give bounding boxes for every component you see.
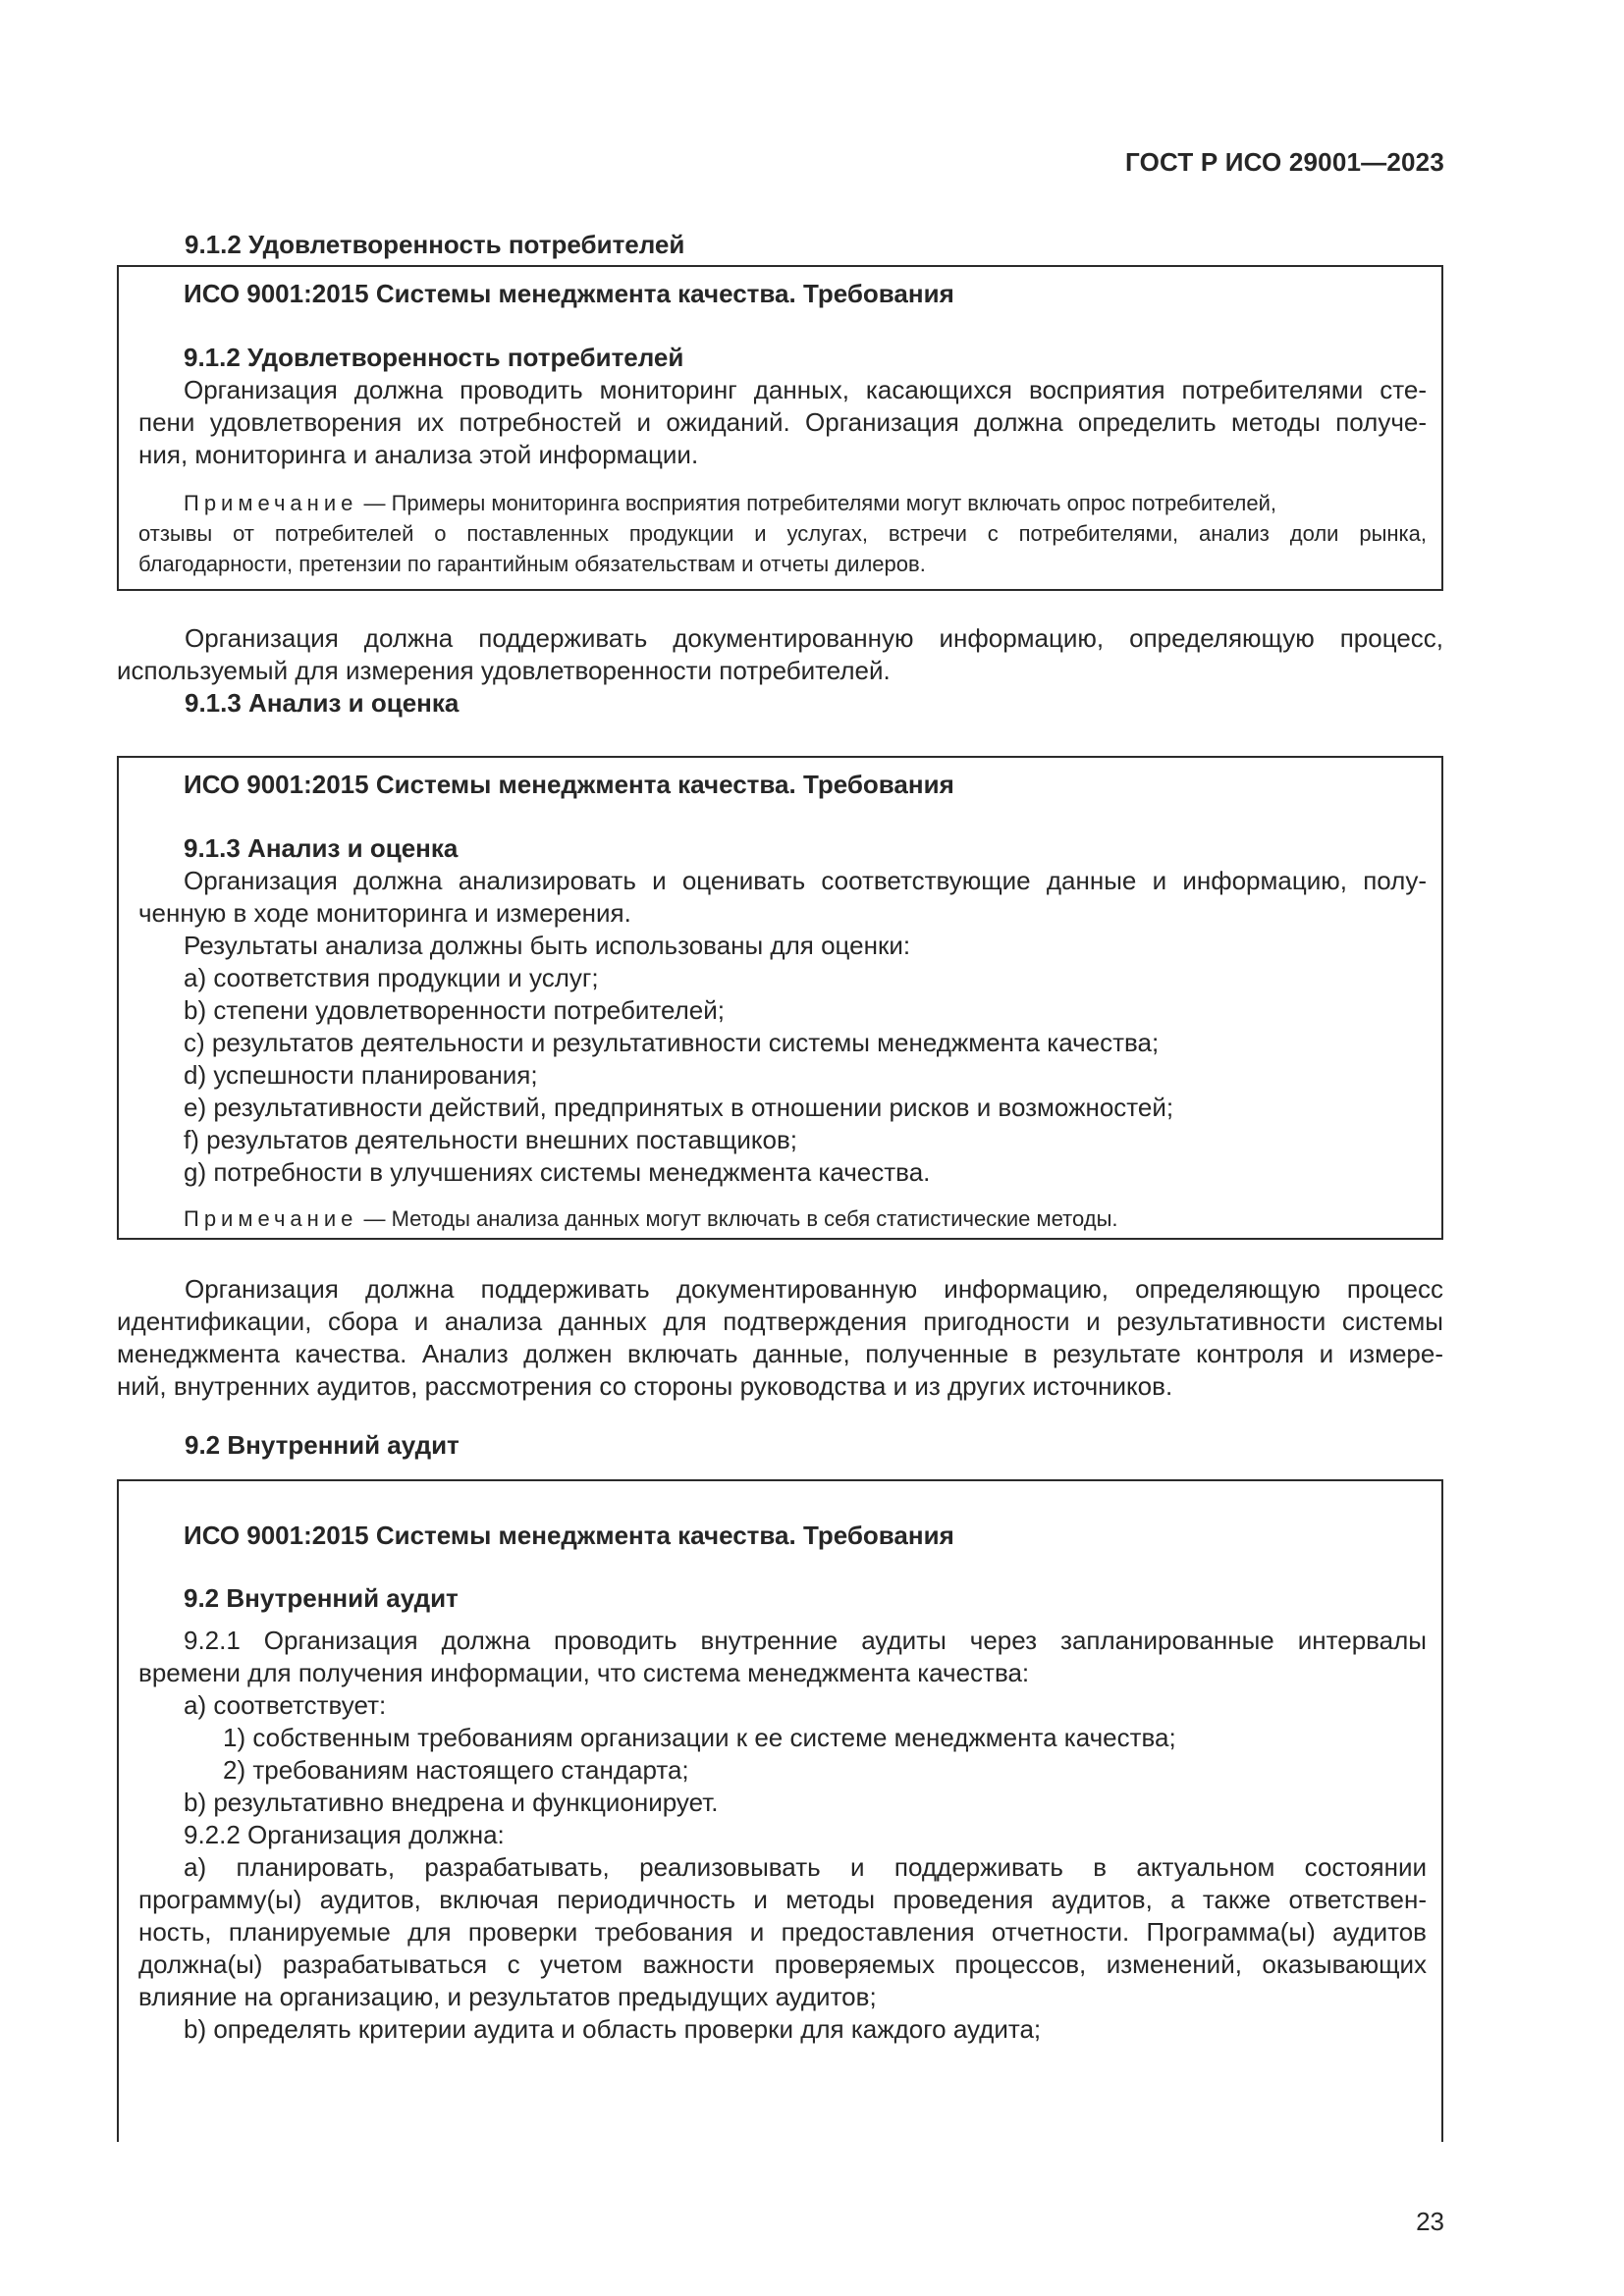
note-text: — Примеры мониторинга восприятия потребителями могут включать опрос потребителей,: [357, 491, 1276, 515]
sub-list-item: 2) требованиям настоящего стандарта;: [223, 1755, 689, 1785]
note-text: — Методы анализа данных могут включать в себя статистические методы.: [357, 1206, 1118, 1231]
box-line: программу(ы) аудитов, включая периодичность и методы проведения аудитов, а также ответствен-: [138, 1885, 1427, 1914]
box-heading: 9.1.2 Удовлетворенность потребителей: [184, 343, 684, 372]
box-line: Организация должна анализировать и оценивать соответствующие данные и информацию, полу-: [184, 866, 1427, 895]
box-line: ченную в ходе мониторинга и измерения.: [138, 898, 631, 928]
sub-list-item: 1) собственным требованиям организации к ее системе менеджмента качества;: [223, 1723, 1176, 1752]
box-title: ИСО 9001:2015 Системы менеджмента качества. Требования: [184, 770, 954, 799]
body-paragraph-line: Организация должна поддерживать документированную информацию, определяющую процесс,: [185, 623, 1443, 653]
list-item: a) соответствует:: [184, 1690, 387, 1720]
body-paragraph-line: используемый для измерения удовлетворенности потребителей.: [117, 656, 891, 685]
list-item: g) потребности в улучшениях системы менеджмента качества.: [184, 1157, 931, 1187]
list-item: b) степени удовлетворенности потребителей;: [184, 995, 725, 1025]
box-title: ИСО 9001:2015 Системы менеджмента качества. Требования: [184, 279, 954, 308]
list-item: b) результативно внедрена и функционирует.: [184, 1788, 719, 1817]
box-title: ИСО 9001:2015 Системы менеджмента качества. Требования: [184, 1521, 954, 1550]
note-line: [184, 1204, 1118, 1234]
box-line: времени для получения информации, что система менеджмента качества:: [138, 1658, 1030, 1687]
section-heading-9-1-3: 9.1.3 Анализ и оценка: [185, 688, 460, 718]
note-line: [184, 489, 1427, 518]
list-item: e) результативности действий, предпринятых в отношении рисков и возможностей;: [184, 1093, 1174, 1122]
section-heading-9-2: 9.2 Внутренний аудит: [185, 1430, 460, 1460]
box-line: 9.2.2 Организация должна:: [184, 1820, 505, 1849]
section-heading-9-1-2: 9.1.2 Удовлетворенность потребителей: [185, 230, 685, 259]
box-line: Результаты анализа должны быть использованы для оценки:: [184, 931, 911, 960]
list-item: b) определять критерии аудита и область проверки для каждого аудита;: [184, 2014, 1042, 2044]
list-item: d) успешности планирования;: [184, 1060, 538, 1090]
box-line: пени удовлетворения их потребностей и ожиданий. Организация должна определить методы получе-: [138, 407, 1427, 437]
box-line: влияние на организацию, и результатов предыдущих аудитов;: [138, 1982, 877, 2011]
box-line: 9.2.1 Организация должна проводить внутренние аудиты через запланированные интервалы: [184, 1626, 1427, 1655]
page-number: 23: [1416, 2207, 1444, 2236]
note-label: Примечание: [184, 1206, 358, 1231]
box-line: ность, планируемые для проверки требования и предоставления отчетности. Программа(ы) аудитов: [138, 1917, 1427, 1947]
note-line: благодарности, претензии по гарантийным обязательствам и отчеты дилеров.: [138, 552, 926, 576]
body-paragraph-line: Организация должна поддерживать документированную информацию, определяющую процесс: [185, 1274, 1443, 1304]
list-item: a) соответствия продукции и услуг;: [184, 963, 599, 992]
body-paragraph-line: ний, внутренних аудитов, рассмотрения со стороны руководства и из других источников.: [117, 1371, 1173, 1401]
iso-quote-box-9-2: [117, 1479, 1443, 2142]
box-heading: 9.1.3 Анализ и оценка: [184, 833, 459, 863]
document-header: ГОСТ Р ИСО 29001—2023: [1124, 147, 1444, 177]
iso-quote-box-9-1-3: [117, 756, 1443, 1240]
list-item: c) результатов деятельности и результативности системы менеджмента качества;: [184, 1028, 1160, 1057]
list-item: f) результатов деятельности внешних поставщиков;: [184, 1125, 798, 1154]
list-item: a) планировать, разрабатывать, реализовывать и поддерживать в актуальном состоянии: [184, 1852, 1427, 1882]
box-line: должна(ы) разрабатываться с учетом важности проверяемых процессов, изменений, оказывающих: [138, 1949, 1427, 1979]
iso-quote-box-9-1-2: [117, 265, 1443, 591]
box-line: Организация должна проводить мониторинг данных, касающихся восприятия потребителями сте-: [184, 375, 1427, 404]
body-paragraph-line: менеджмента качества. Анализ должен включать данные, полученные в результате контроля и измере-: [117, 1339, 1443, 1368]
box-line: ния, мониторинга и анализа этой информации.: [138, 440, 699, 469]
note-line: отзывы от потребителей о поставленных продукции и услугах, встречи с потребителями, анализ доли рынка,: [138, 521, 1427, 546]
note-label: Примечание: [184, 491, 358, 515]
box-heading: 9.2 Внутренний аудит: [184, 1583, 459, 1613]
body-paragraph-line: идентификации, сбора и анализа данных для подтверждения пригодности и результативности системы: [117, 1307, 1443, 1336]
